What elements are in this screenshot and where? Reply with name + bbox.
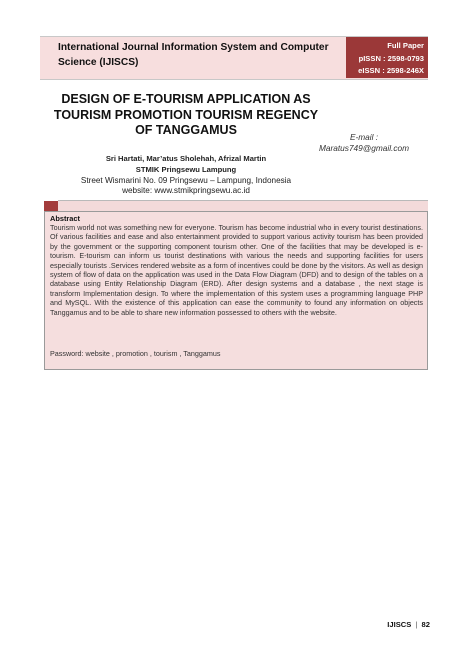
abstract-body: Tourism world not was something new for everyone. Tourism has become industrial who in every tourist destinations. Of various facilities and ease and also entertainment provided to support various activity tourism has been provided by the government or the supporting component tourism other. One of the facilities that may be developed is e-tourism. E-tourism can inform us tourist destinations with various the needs and supporting facilities for users especially tourists .Services rendered website as a form of incentives could be done by the visitors. As well as design system of flow of data on the application was used in the Data Flow Diagram (DFD) and to design of the tables on a database using Entity Relationship Diagram (ERD). After design systems and a database , the next stage is transform Implementation design. To where the implementation of this system uses a programming language PHP and MySQL. With the existence of this application can ease the community to found any information on objects Tanggamus and to be able to share new information possessed to others with the website.: [50, 223, 423, 317]
abstract-box: [44, 211, 428, 370]
footer-journal: IJISCS: [387, 620, 412, 629]
page-number: 82: [421, 620, 430, 629]
website: website: www.stmikpringsewu.ac.id: [122, 186, 250, 196]
pissn: pISSN : 2598-0793: [358, 53, 424, 63]
email-label: E-mail :: [349, 132, 379, 142]
issn-box: [346, 37, 428, 78]
affiliation: STMIK Pringsewu Lampung: [135, 164, 237, 174]
abstract-heading: Abstract: [50, 214, 80, 223]
address: Street Wismarini No. 09 Pringsewu – Lampung, Indonesia: [80, 175, 292, 185]
email-address: Maratus749@gmail.com: [318, 142, 410, 153]
eissn: eISSN : 2598-246X: [358, 66, 424, 75]
paper-type: Full Paper: [387, 41, 424, 50]
paper-title: DESIGN OF E-TOURISM APPLICATION AS TOURISM PROMOTION TOURISM REGENCY OF TANGGAMUS: [53, 92, 319, 137]
contact-email-block: [308, 132, 420, 153]
author-names: Sri Hartati, Mar’atus Sholehah, Afrizal Martin: [105, 154, 267, 163]
footer-separator: |: [415, 620, 418, 629]
author-block: [44, 154, 328, 197]
issn-text-block: [358, 40, 424, 78]
keywords: Password: website , promotion , tourism , Tanggamus: [50, 349, 221, 358]
page-footer: [387, 620, 430, 629]
journal-name: International Journal Information System and Computer Science (IJISCS): [58, 42, 329, 68]
